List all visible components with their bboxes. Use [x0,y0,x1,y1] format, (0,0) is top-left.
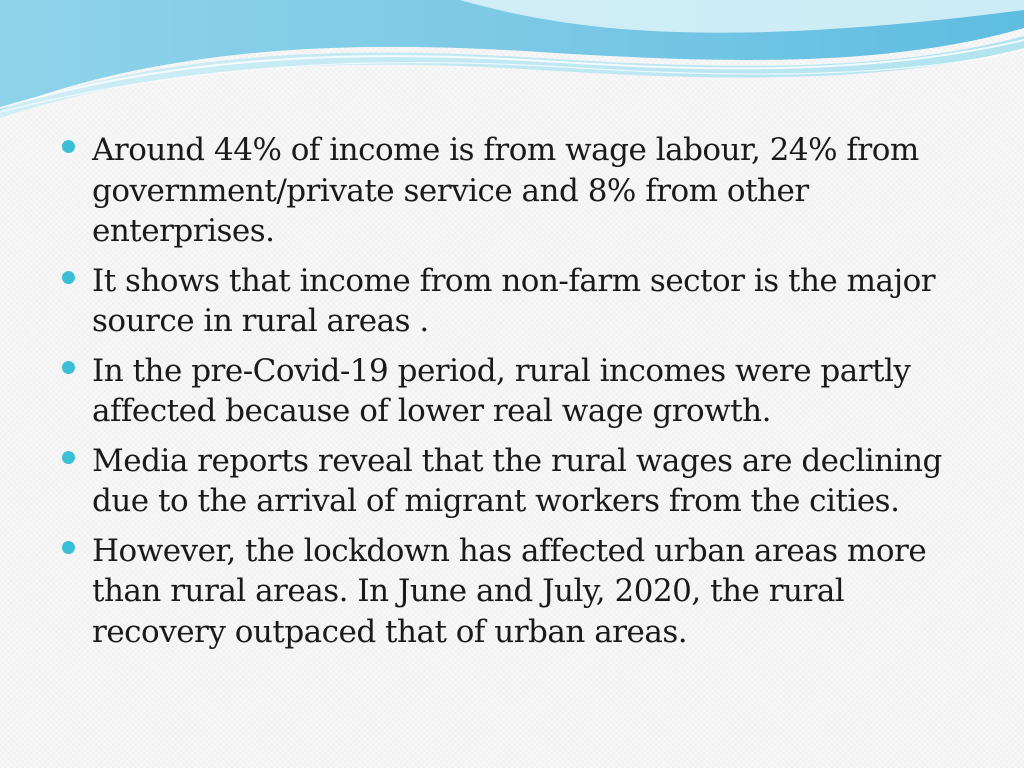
bullet-icon [62,140,75,153]
header-wave-decoration [0,0,1024,120]
bullet-text: In the pre-Covid-19 period, rural incomes were partly affected because of lower real wage growth. [92,352,911,429]
bullet-text: It shows that income from non-farm sector is the major source in rural areas . [92,262,936,339]
bullet-text: Around 44% of income is from wage labour, 24% from government/private service and 8% from other enterprises. [92,132,919,249]
bullet-text: Media reports reveal that the rural wages are declining due to the arrival of migrant workers from the cities. [92,442,942,519]
bullet-item [62,261,962,342]
bullet-item [62,531,962,653]
bullet-text: However, the lockdown has affected urban areas more than rural areas. In June and July, 2020, the rural recovery outpaced that of urban areas. [92,532,927,650]
bullet-item [62,441,962,522]
bullet-list [62,130,962,661]
bullet-icon [62,451,75,464]
bullet-item [62,130,962,252]
bullet-icon [62,541,75,554]
bullet-item [62,351,962,432]
bullet-icon [62,271,75,284]
bullet-icon [62,361,75,374]
